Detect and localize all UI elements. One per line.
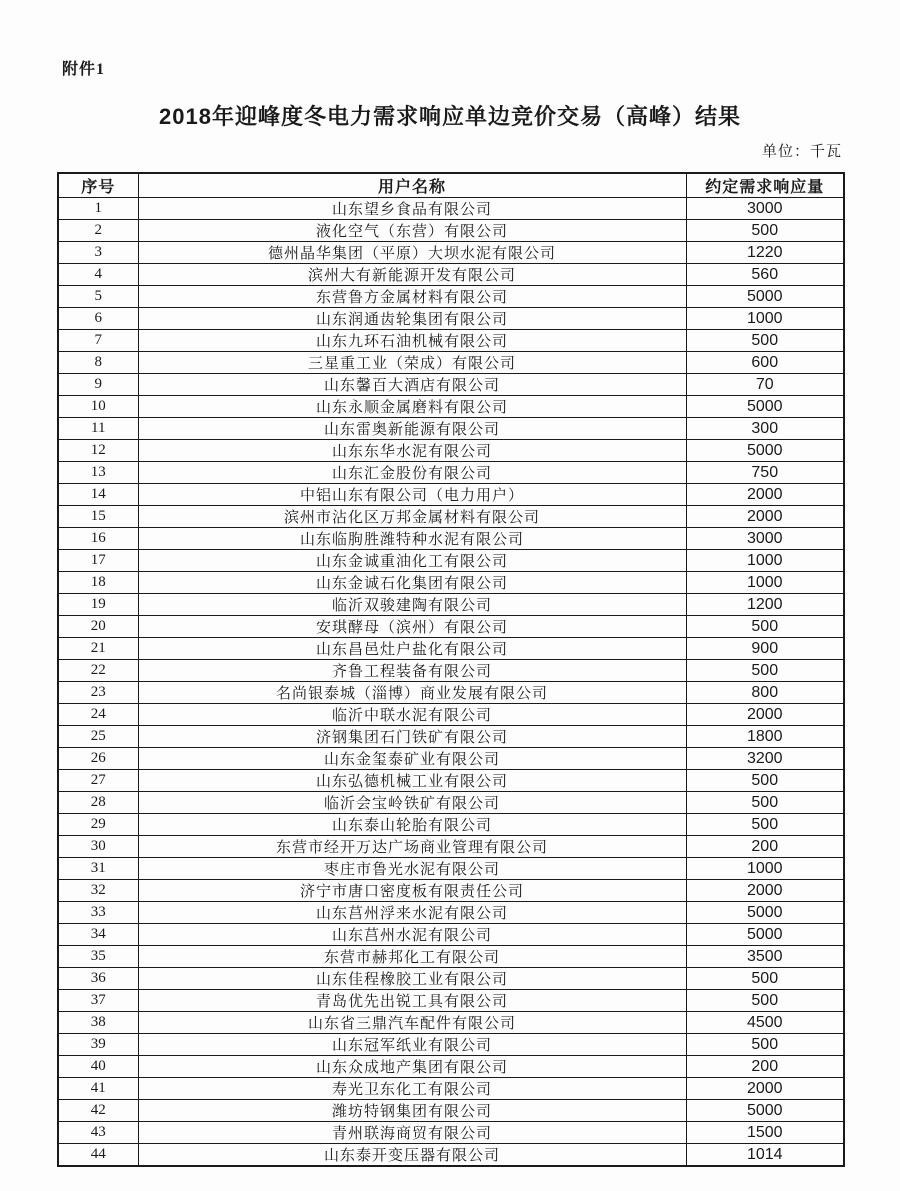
company-name-cell: 安琪酵母（滨州）有限公司: [138, 616, 686, 638]
row-index-cell: 44: [58, 1144, 138, 1167]
table-row: [58, 286, 844, 308]
response-amount-cell: 500: [686, 220, 844, 242]
company-name-cell: 山东雷奥新能源有限公司: [138, 418, 686, 440]
row-index-cell: 15: [58, 506, 138, 528]
table-row: [58, 836, 844, 858]
response-amount-cell: 560: [686, 264, 844, 286]
unit-note: 单位：千瓦: [761, 144, 842, 160]
table-row: [58, 462, 844, 484]
response-amount-cell: 70: [686, 374, 844, 396]
row-index-cell: 30: [58, 836, 138, 858]
row-index-cell: 7: [58, 330, 138, 352]
company-name-cell: 潍坊特钢集团有限公司: [138, 1100, 686, 1122]
table-body: [58, 198, 844, 1167]
response-amount-cell: 200: [686, 1056, 844, 1078]
response-amount-cell: 500: [686, 792, 844, 814]
company-name-cell: 临沂中联水泥有限公司: [138, 704, 686, 726]
table-row: [58, 330, 844, 352]
table-row: [58, 1144, 844, 1167]
table-row: [58, 572, 844, 594]
company-name-cell: 东营鲁方金属材料有限公司: [138, 286, 686, 308]
response-amount-cell: 3000: [686, 198, 844, 220]
row-index-cell: 37: [58, 990, 138, 1012]
company-name-cell: 德州晶华集团（平原）大坝水泥有限公司: [138, 242, 686, 264]
company-name-cell: 临沂会宝岭铁矿有限公司: [138, 792, 686, 814]
table-row: [58, 396, 844, 418]
response-amount-cell: 2000: [686, 506, 844, 528]
response-amount-cell: 1000: [686, 572, 844, 594]
row-index-cell: 33: [58, 902, 138, 924]
row-index-cell: 23: [58, 682, 138, 704]
table-row: [58, 814, 844, 836]
response-amount-cell: 500: [686, 770, 844, 792]
table-row: [58, 1012, 844, 1034]
row-index-cell: 1: [58, 198, 138, 220]
company-name-cell: 山东莒州浮来水泥有限公司: [138, 902, 686, 924]
company-name-cell: 山东馨百大酒店有限公司: [138, 374, 686, 396]
page-title: 2018年迎峰度冬电力需求响应单边竞价交易（高峰）结果: [159, 104, 741, 129]
table-row: [58, 792, 844, 814]
table-row: [58, 1078, 844, 1100]
table-row: [58, 902, 844, 924]
row-index-cell: 14: [58, 484, 138, 506]
company-name-cell: 青州联海商贸有限公司: [138, 1122, 686, 1144]
company-name-cell: 山东九环石油机械有限公司: [138, 330, 686, 352]
company-name-cell: 济宁市唐口密度板有限责任公司: [138, 880, 686, 902]
results-table: [57, 172, 845, 1167]
response-amount-cell: 5000: [686, 440, 844, 462]
response-amount-cell: 2000: [686, 484, 844, 506]
table-row: [58, 968, 844, 990]
table-header: [58, 173, 844, 198]
row-index-cell: 9: [58, 374, 138, 396]
response-amount-cell: 5000: [686, 924, 844, 946]
company-name-cell: 山东汇金股份有限公司: [138, 462, 686, 484]
table-row: [58, 880, 844, 902]
company-name-cell: 齐鲁工程装备有限公司: [138, 660, 686, 682]
table-row: [58, 924, 844, 946]
response-amount-cell: 1000: [686, 308, 844, 330]
company-name-cell: 东营市经开万达广场商业管理有限公司: [138, 836, 686, 858]
response-amount-cell: 5000: [686, 902, 844, 924]
header-row-index: 序号: [58, 173, 138, 198]
row-index-cell: 26: [58, 748, 138, 770]
table-row: [58, 1100, 844, 1122]
table-row: [58, 748, 844, 770]
row-index-cell: 24: [58, 704, 138, 726]
row-index-cell: 10: [58, 396, 138, 418]
table-row: [58, 198, 844, 220]
company-name-cell: 山东昌邑灶户盐化有限公司: [138, 638, 686, 660]
company-name-cell: 山东金诚石化集团有限公司: [138, 572, 686, 594]
table-row: [58, 264, 844, 286]
row-index-cell: 22: [58, 660, 138, 682]
table-row: [58, 858, 844, 880]
response-amount-cell: 5000: [686, 1100, 844, 1122]
company-name-cell: 山东众成地产集团有限公司: [138, 1056, 686, 1078]
company-name-cell: 山东东华水泥有限公司: [138, 440, 686, 462]
response-amount-cell: 2000: [686, 880, 844, 902]
response-amount-cell: 2000: [686, 704, 844, 726]
response-amount-cell: 800: [686, 682, 844, 704]
table-row: [58, 352, 844, 374]
table-row: [58, 506, 844, 528]
row-index-cell: 39: [58, 1034, 138, 1056]
company-name-cell: 枣庄市鲁光水泥有限公司: [138, 858, 686, 880]
row-index-cell: 6: [58, 308, 138, 330]
response-amount-cell: 750: [686, 462, 844, 484]
company-name-cell: 山东望乡食品有限公司: [138, 198, 686, 220]
response-amount-cell: 200: [686, 836, 844, 858]
company-name-cell: 东营市赫邦化工有限公司: [138, 946, 686, 968]
row-index-cell: 11: [58, 418, 138, 440]
response-amount-cell: 500: [686, 990, 844, 1012]
response-amount-cell: 1200: [686, 594, 844, 616]
table-row: [58, 484, 844, 506]
row-index-cell: 8: [58, 352, 138, 374]
company-name-cell: 山东弘德机械工业有限公司: [138, 770, 686, 792]
company-name-cell: 滨州市沾化区万邦金属材料有限公司: [138, 506, 686, 528]
row-index-cell: 43: [58, 1122, 138, 1144]
row-index-cell: 36: [58, 968, 138, 990]
response-amount-cell: 1500: [686, 1122, 844, 1144]
table-row: [58, 1122, 844, 1144]
company-name-cell: 山东冠军纸业有限公司: [138, 1034, 686, 1056]
company-name-cell: 临沂双骏建陶有限公司: [138, 594, 686, 616]
company-name-cell: 中铝山东有限公司（电力用户）: [138, 484, 686, 506]
table-row: [58, 220, 844, 242]
table-row: [58, 1056, 844, 1078]
row-index-cell: 25: [58, 726, 138, 748]
row-index-cell: 16: [58, 528, 138, 550]
table-row: [58, 726, 844, 748]
row-index-cell: 18: [58, 572, 138, 594]
company-name-cell: 山东金玺泰矿业有限公司: [138, 748, 686, 770]
row-index-cell: 3: [58, 242, 138, 264]
company-name-cell: 青岛优先出锐工具有限公司: [138, 990, 686, 1012]
company-name-cell: 山东莒州水泥有限公司: [138, 924, 686, 946]
response-amount-cell: 4500: [686, 1012, 844, 1034]
response-amount-cell: 5000: [686, 396, 844, 418]
row-index-cell: 34: [58, 924, 138, 946]
row-index-cell: 21: [58, 638, 138, 660]
response-amount-cell: 500: [686, 814, 844, 836]
table-row: [58, 616, 844, 638]
response-amount-cell: 1014: [686, 1144, 844, 1167]
table-row: [58, 550, 844, 572]
company-name-cell: 山东佳程橡胶工业有限公司: [138, 968, 686, 990]
response-amount-cell: 900: [686, 638, 844, 660]
row-index-cell: 35: [58, 946, 138, 968]
row-index-cell: 13: [58, 462, 138, 484]
company-name-cell: 山东临朐胜潍特种水泥有限公司: [138, 528, 686, 550]
row-index-cell: 12: [58, 440, 138, 462]
response-amount-cell: 3000: [686, 528, 844, 550]
attachment-label: 附件1: [62, 61, 106, 78]
response-amount-cell: 500: [686, 1034, 844, 1056]
row-index-cell: 42: [58, 1100, 138, 1122]
row-index-cell: 41: [58, 1078, 138, 1100]
row-index-cell: 27: [58, 770, 138, 792]
response-amount-cell: 2000: [686, 1078, 844, 1100]
company-name-cell: 山东泰开变压器有限公司: [138, 1144, 686, 1167]
row-index-cell: 4: [58, 264, 138, 286]
table-row: [58, 374, 844, 396]
table-row: [58, 1034, 844, 1056]
table-header-row: [58, 173, 844, 198]
row-index-cell: 17: [58, 550, 138, 572]
row-index-cell: 28: [58, 792, 138, 814]
table-row: [58, 528, 844, 550]
table-row: [58, 594, 844, 616]
header-company-name: 用户名称: [138, 173, 686, 198]
table-row: [58, 638, 844, 660]
company-name-cell: 寿光卫东化工有限公司: [138, 1078, 686, 1100]
company-name-cell: 山东永顺金属磨料有限公司: [138, 396, 686, 418]
response-amount-cell: 3200: [686, 748, 844, 770]
table-row: [58, 682, 844, 704]
company-name-cell: 名尚银泰城（淄博）商业发展有限公司: [138, 682, 686, 704]
row-index-cell: 20: [58, 616, 138, 638]
response-amount-cell: 1220: [686, 242, 844, 264]
response-amount-cell: 500: [686, 330, 844, 352]
row-index-cell: 40: [58, 1056, 138, 1078]
row-index-cell: 5: [58, 286, 138, 308]
row-index-cell: 32: [58, 880, 138, 902]
table-row: [58, 704, 844, 726]
response-amount-cell: 500: [686, 968, 844, 990]
company-name-cell: 山东金诚重油化工有限公司: [138, 550, 686, 572]
company-name-cell: 山东润通齿轮集团有限公司: [138, 308, 686, 330]
row-index-cell: 2: [58, 220, 138, 242]
table-row: [58, 418, 844, 440]
table-row: [58, 770, 844, 792]
response-amount-cell: 300: [686, 418, 844, 440]
table-row: [58, 946, 844, 968]
response-amount-cell: 1000: [686, 550, 844, 572]
header-response-amount: 约定需求响应量: [686, 173, 844, 198]
company-name-cell: 滨州大有新能源开发有限公司: [138, 264, 686, 286]
table-row: [58, 308, 844, 330]
response-amount-cell: 1000: [686, 858, 844, 880]
response-amount-cell: 500: [686, 660, 844, 682]
row-index-cell: 19: [58, 594, 138, 616]
response-amount-cell: 500: [686, 616, 844, 638]
company-name-cell: 液化空气（东营）有限公司: [138, 220, 686, 242]
response-amount-cell: 3500: [686, 946, 844, 968]
row-index-cell: 29: [58, 814, 138, 836]
table-row: [58, 990, 844, 1012]
response-amount-cell: 1800: [686, 726, 844, 748]
company-name-cell: 三星重工业（荣成）有限公司: [138, 352, 686, 374]
table-row: [58, 242, 844, 264]
company-name-cell: 山东省三鼎汽车配件有限公司: [138, 1012, 686, 1034]
company-name-cell: 济钢集团石门铁矿有限公司: [138, 726, 686, 748]
table-row: [58, 660, 844, 682]
table-row: [58, 440, 844, 462]
response-amount-cell: 5000: [686, 286, 844, 308]
response-amount-cell: 600: [686, 352, 844, 374]
row-index-cell: 38: [58, 1012, 138, 1034]
row-index-cell: 31: [58, 858, 138, 880]
company-name-cell: 山东泰山轮胎有限公司: [138, 814, 686, 836]
